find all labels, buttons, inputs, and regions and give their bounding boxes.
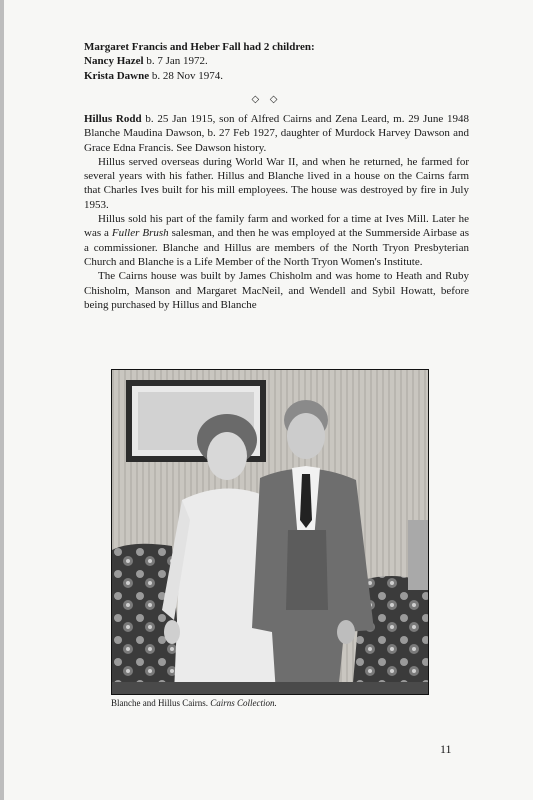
child-name: Nancy Hazel bbox=[84, 55, 144, 68]
section-ornament: ◇ ◇ bbox=[251, 94, 282, 105]
page-binding-edge bbox=[0, 0, 4, 800]
entry-emphasis: Fuller Brush bbox=[111, 227, 169, 240]
caption-credit: Cairns Collection. bbox=[210, 698, 277, 708]
entry-text-run: salesman, and then he was employed at the Summerside Airbase as a commissioner. Blanche and Hillus are members of the North Tryon Presbyterian Church and Blanche is a Life Member of the North Tryon Women's Institute. bbox=[84, 227, 469, 268]
children-heading: Margaret Francis and Heber Fall had 2 children: bbox=[84, 41, 315, 53]
couple-photograph bbox=[111, 369, 429, 695]
entry-paragraph bbox=[84, 112, 469, 155]
photo-caption bbox=[111, 698, 277, 708]
page-number: 11 bbox=[440, 742, 452, 756]
entry-text bbox=[84, 112, 469, 312]
child-entry bbox=[84, 54, 469, 68]
child-entry bbox=[84, 69, 469, 83]
entry-text-run: Hillus sold his part of the family farm and worked for a time at Ives Mill. Later he was a bbox=[84, 213, 469, 240]
photograph-image bbox=[112, 370, 428, 694]
child-birth: b. 28 Nov 1974. bbox=[151, 69, 224, 82]
entry-paragraph: Hillus served overseas during World War II, and when he returned, he farmed for several years with his father. Hillus and Blanche lived in a house on the Cairns farm that Charles Ives built for his mill employees. The house was destroyed by fire in July 1953. bbox=[84, 155, 469, 211]
entry-name: Hillus Rodd bbox=[84, 113, 142, 125]
entry-paragraph bbox=[84, 212, 469, 269]
entry-paragraph: The Cairns house was built by James Chisholm and was home to Heath and Ruby Chisholm, Manson and Margaret MacNeil, and Wendell and Sybil Howatt, before being purchased by Hillus and Blanche bbox=[84, 270, 469, 311]
children-list bbox=[84, 40, 469, 83]
child-name: Krista Dawne bbox=[84, 69, 150, 82]
entry-lead: b. 25 Jan 1915, son of Alfred Cairns and Zena Leard, m. 29 June 1948 Blanche Maudina Dawson, b. 27 Feb 1927, daughter of Murdock Harvey Dawson and Grace Edna Francis. See Dawson history. bbox=[84, 113, 469, 154]
child-birth: b. 7 Jan 1972. bbox=[146, 55, 208, 68]
caption-text: Blanche and Hillus Cairns. bbox=[111, 698, 211, 708]
